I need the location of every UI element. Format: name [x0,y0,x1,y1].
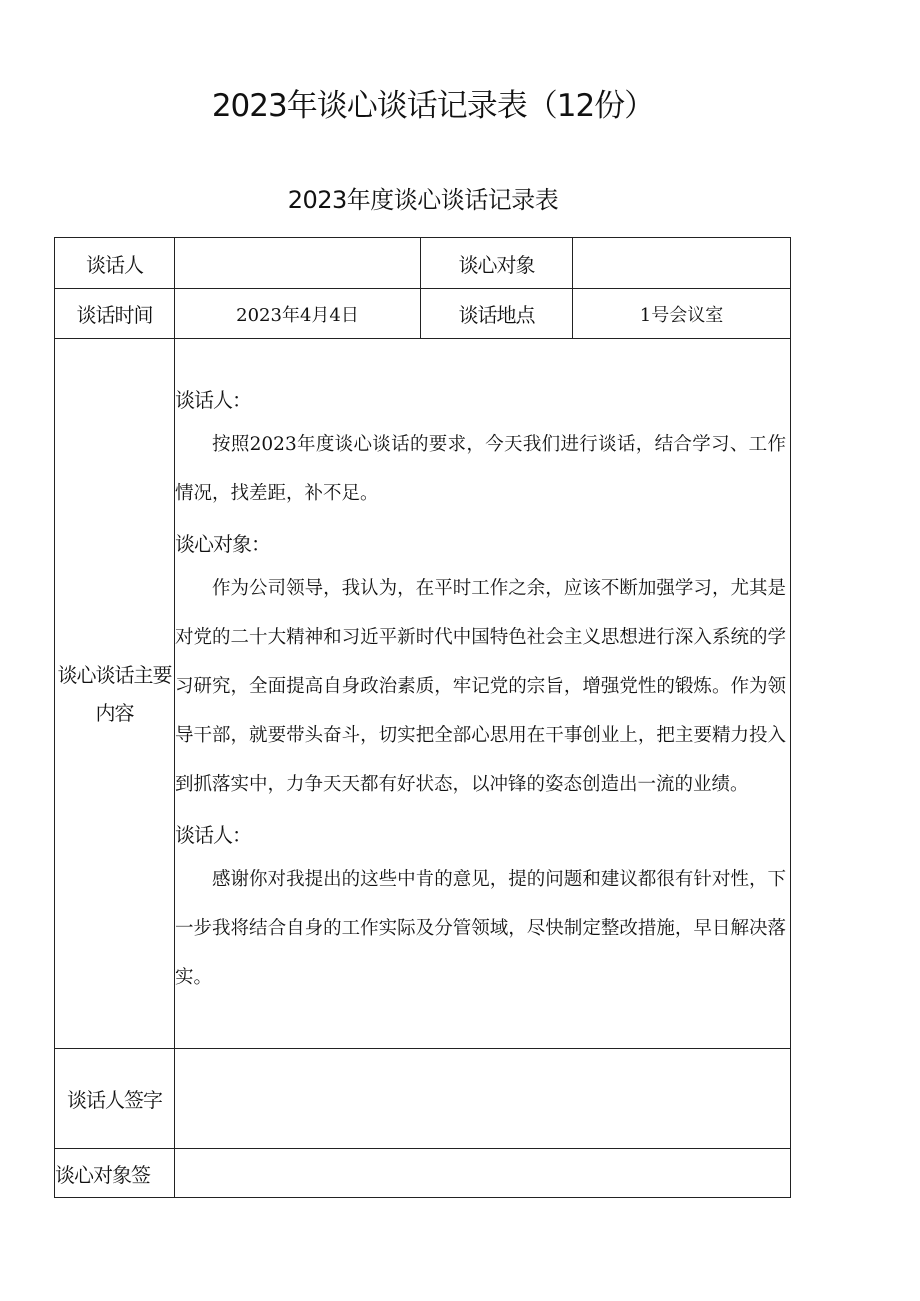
place-label: 谈话地点 [421,289,573,339]
form-title: 2023年度谈心谈话记录表 [287,186,559,214]
speaker-talker: 谈话人： [175,822,251,847]
table-row [55,289,791,339]
table-row [55,238,791,289]
content-cell [175,339,791,1049]
table-row [55,1149,791,1198]
speaker-target: 谈心对象： [175,531,270,556]
speaker-talker: 谈话人： [175,387,251,412]
talker-value [175,238,421,289]
time-label: 谈话时间 [55,289,175,339]
target-sign-field[interactable] [175,1149,791,1198]
table-row [55,1049,791,1149]
talker-sign-label: 谈话人签字 [55,1049,175,1149]
talker-opening-text: 按照2023年度谈心谈话的要求，今天我们进行谈话，结合学习、工作情况，找差距，补不足。 [175,433,786,504]
talker-closing-text: 感谢你对我提出的这些中肯的意见，提的问题和建议都很有针对性，下一步我将结合自身的工作实际及分管领域，尽快制定整改措施，早日解决落实。 [175,868,786,988]
time-value: 2023年4月4日 [175,289,421,339]
target-sign-label: 谈心对象签 [55,1149,175,1198]
target-label: 谈心对象 [421,238,573,289]
talker-label: 谈话人 [55,238,175,289]
document-title: 2023年谈心谈话记录表（12份） [211,88,655,124]
content-label: 谈心谈话主要内容 [55,339,175,1049]
talk-record-table [54,237,791,1198]
table-row [55,339,791,1049]
talker-sign-field[interactable] [175,1049,791,1149]
place-value: 1号会议室 [573,289,791,339]
target-reply-text: 作为公司领导，我认为，在平时工作之余，应该不断加强学习，尤其是对党的二十大精神和习近平新时代中国特色社会主义思想进行深入系统的学习研究，全面提高自身政治素质，牢记党的宗旨，增强党性的锻炼。作为领导干部，就要带头奋斗，切实把全部心思用在干事创业上，把主要精力投入到抓落实中，力争天天都有好状态，以冲锋的姿态创造出一流的业绩。 [175,577,786,795]
target-value [573,238,791,289]
